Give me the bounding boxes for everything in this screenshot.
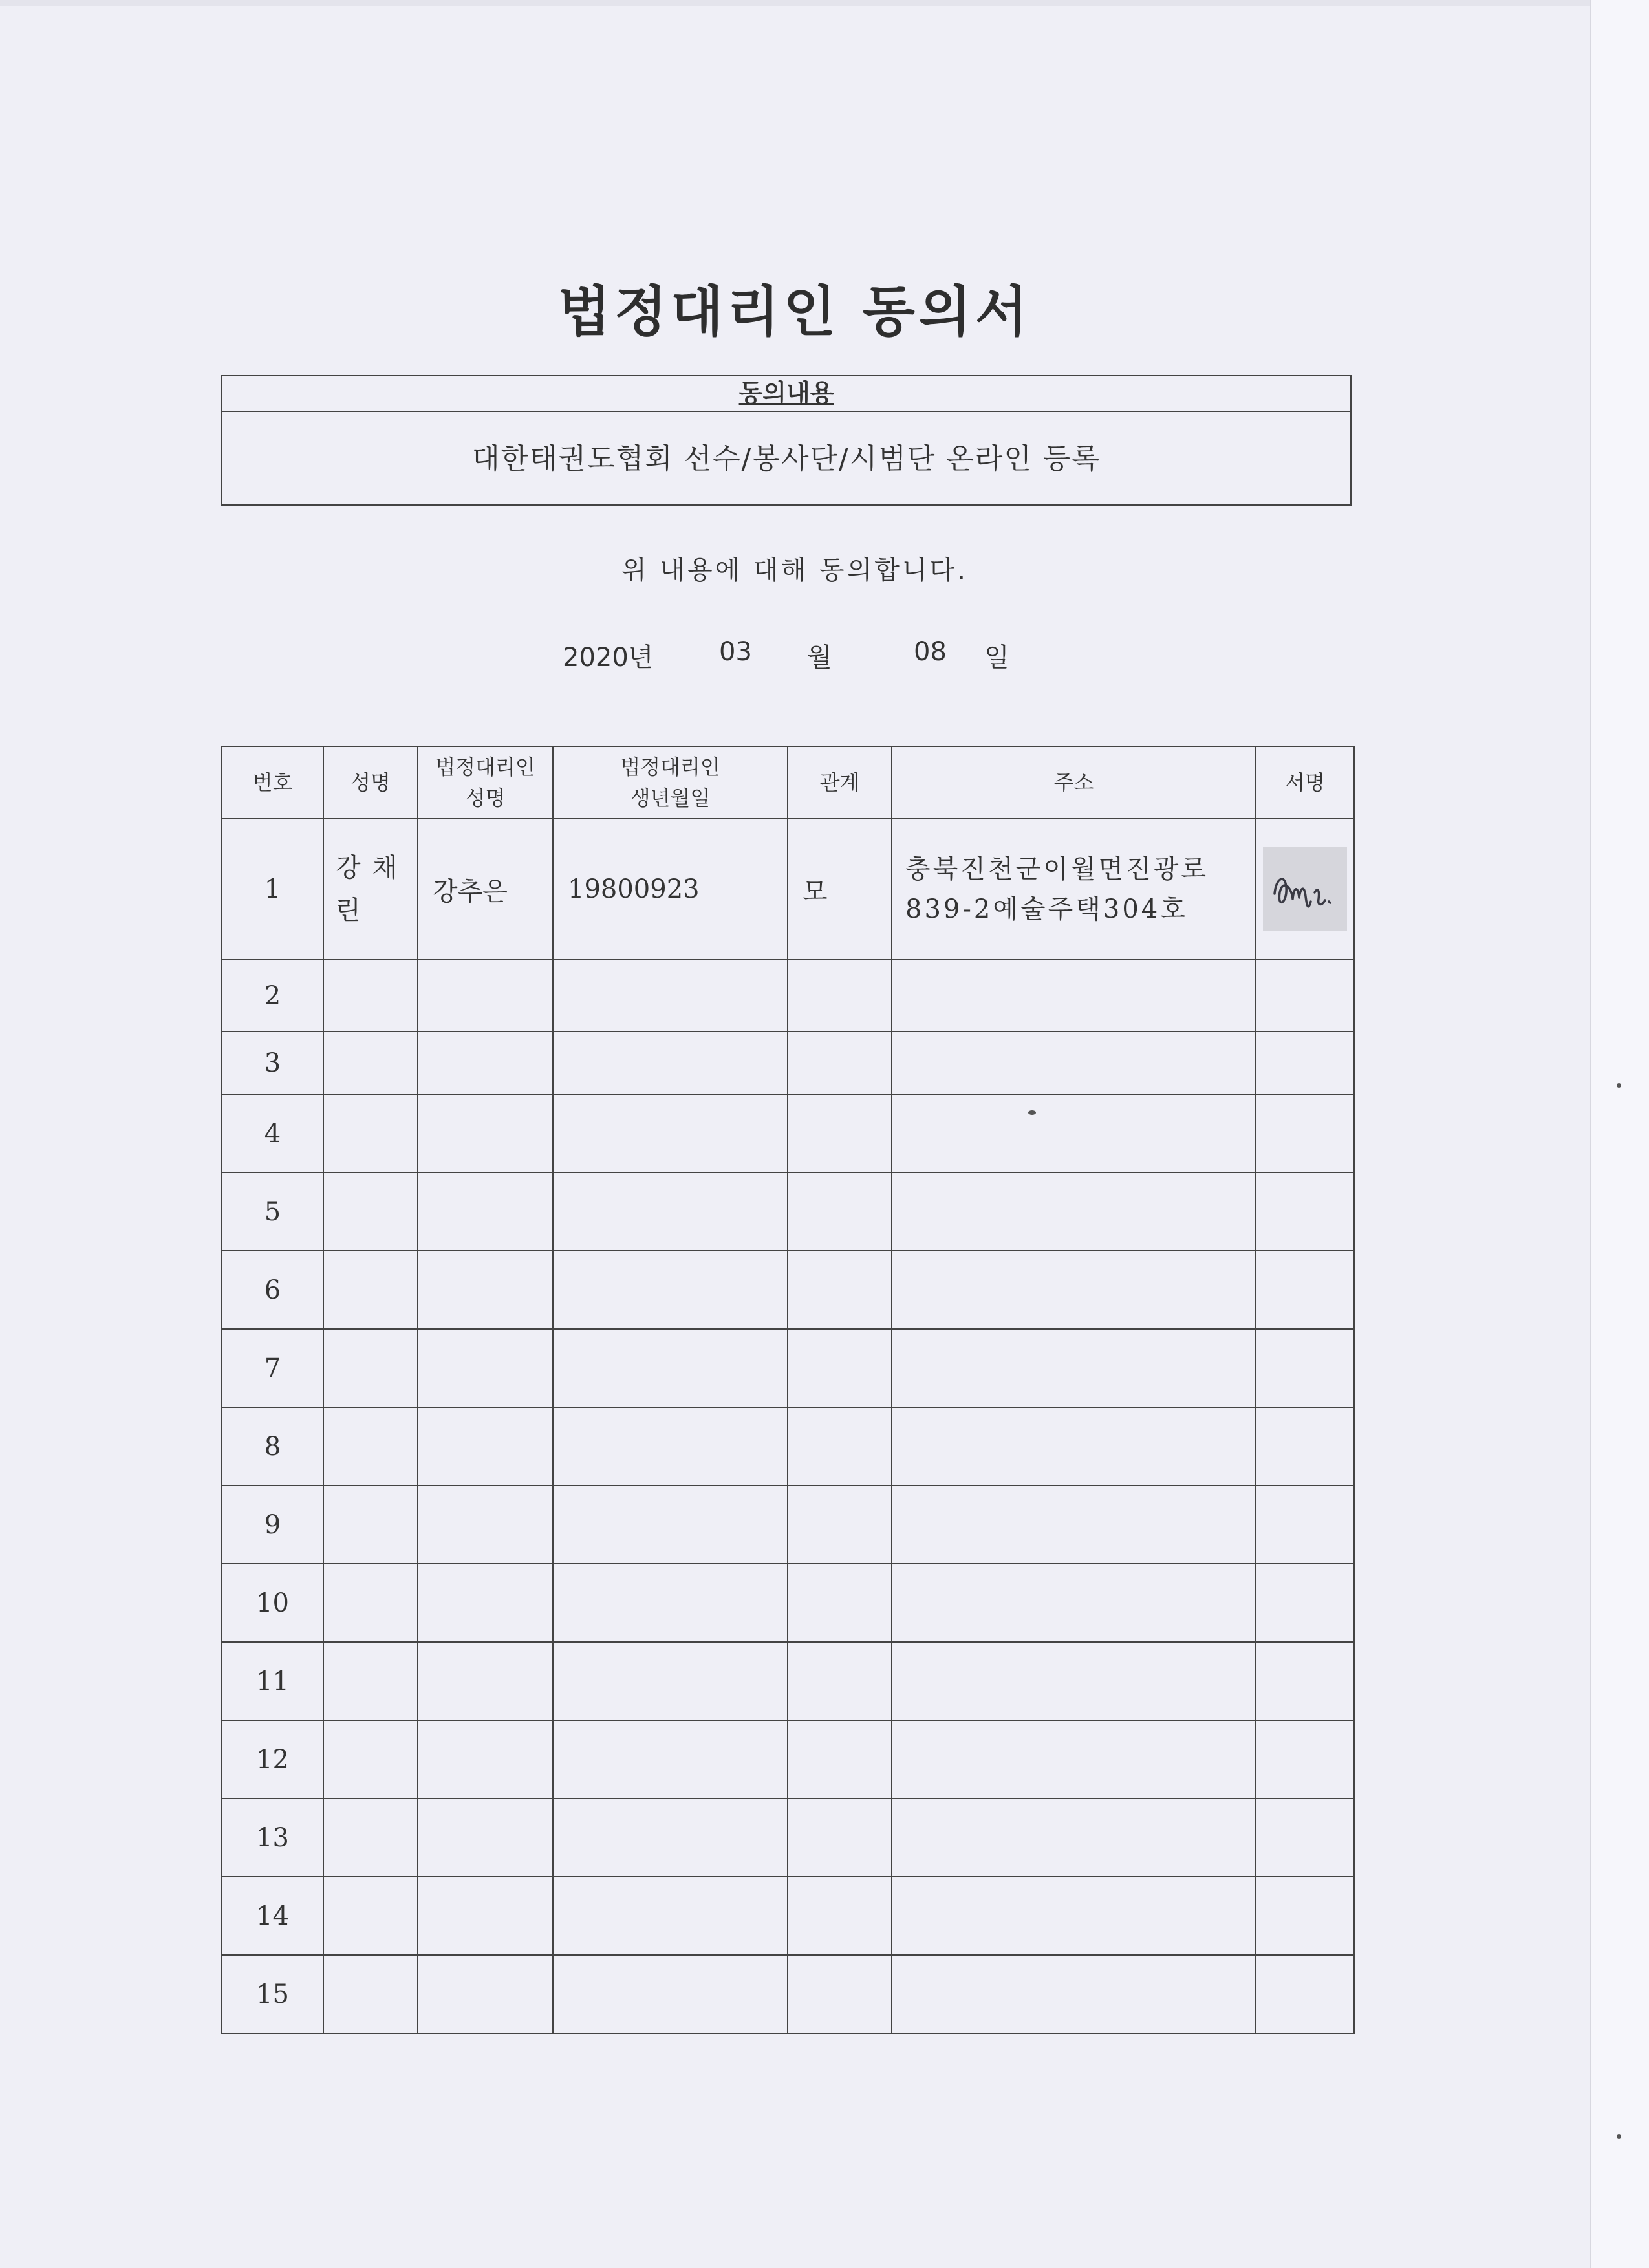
cell-no: 10 (222, 1564, 323, 1642)
table-row (222, 1564, 1354, 1642)
cell-name (323, 1720, 418, 1798)
cell-address (892, 1407, 1256, 1485)
header-name: 성명 (323, 746, 418, 819)
table-row (222, 1094, 1354, 1172)
cell-signature (1256, 1877, 1354, 1955)
table-row (222, 1642, 1354, 1720)
table-row (222, 1485, 1354, 1564)
cell-address (892, 1031, 1256, 1094)
cell-signature (1256, 960, 1354, 1031)
cell-name (323, 1094, 418, 1172)
cell-no: 5 (222, 1172, 323, 1251)
table-row (222, 1407, 1354, 1485)
cell-guardian-birth (553, 1031, 788, 1094)
cell-address (892, 1094, 1256, 1172)
cell-address (892, 1798, 1256, 1877)
cell-guardian-name (418, 1485, 553, 1564)
cell-name (323, 1564, 418, 1642)
cell-relation (788, 1642, 892, 1720)
date-day-unit: 일 (984, 643, 1009, 673)
cell-no: 8 (222, 1407, 323, 1485)
cell-name (323, 1329, 418, 1407)
cell-signature (1256, 1407, 1354, 1485)
cell-guardian-name (418, 1094, 553, 1172)
header-guardian-name-line1: 법정대리인 (435, 755, 535, 779)
cell-name (323, 1172, 418, 1251)
cell-relation (788, 1955, 892, 2033)
cell-no: 12 (222, 1720, 323, 1798)
cell-relation (788, 1407, 892, 1485)
cell-no: 1 (222, 819, 323, 960)
cell-no: 2 (222, 960, 323, 1031)
cell-guardian-name (418, 1407, 553, 1485)
cell-address (892, 1172, 1256, 1251)
cell-guardian-birth (553, 1720, 788, 1798)
cell-signature (1256, 1031, 1354, 1094)
cell-signature (1256, 1329, 1354, 1407)
cell-name (323, 1955, 418, 2033)
cell-relation (788, 1720, 892, 1798)
cell-guardian-name (418, 1329, 553, 1407)
table-row (222, 1720, 1354, 1798)
date-year: 2020년 (563, 643, 654, 673)
table-row (222, 1329, 1354, 1407)
table-header-row (222, 746, 1354, 819)
cell-guardian-birth: 19800923 (553, 819, 788, 960)
cell-guardian-birth (553, 1877, 788, 1955)
cell-relation (788, 960, 892, 1031)
cell-address (892, 1564, 1256, 1642)
cell-signature (1256, 1720, 1354, 1798)
cell-name (323, 1485, 418, 1564)
cell-guardian-name (418, 960, 553, 1031)
cell-relation (788, 1564, 892, 1642)
cell-no: 15 (222, 1955, 323, 2033)
scan-speck (1617, 2134, 1621, 2139)
table-row (222, 1031, 1354, 1094)
cell-no: 14 (222, 1877, 323, 1955)
header-guardian-birth (553, 746, 788, 819)
header-guardian-name-line2: 성명 (465, 786, 506, 810)
cell-address (892, 960, 1256, 1031)
cell-guardian-name (418, 1172, 553, 1251)
cell-guardian-name (418, 1720, 553, 1798)
cell-signature (1256, 1251, 1354, 1329)
cell-address: 충북진천군이월면진광로839-2예술주택304호 (892, 819, 1256, 960)
cell-address (892, 1251, 1256, 1329)
cell-guardian-name: 강추은 (418, 819, 553, 960)
cell-no: 9 (222, 1485, 323, 1564)
cell-address (892, 1485, 1256, 1564)
guardian-table (221, 746, 1355, 2034)
cell-relation (788, 1094, 892, 1172)
cell-guardian-name (418, 1251, 553, 1329)
cell-guardian-name (418, 1642, 553, 1720)
cell-name: 강채린 (323, 819, 418, 960)
cell-relation (788, 1877, 892, 1955)
cell-guardian-birth (553, 1407, 788, 1485)
signature-image (1263, 847, 1347, 931)
cell-no: 6 (222, 1251, 323, 1329)
cell-no: 3 (222, 1031, 323, 1094)
cell-guardian-birth (553, 1251, 788, 1329)
cell-signature (1256, 1172, 1354, 1251)
header-guardian-name (418, 746, 553, 819)
cell-relation (788, 1485, 892, 1564)
cell-signature (1256, 1485, 1354, 1564)
cell-name (323, 960, 418, 1031)
cell-guardian-birth (553, 1564, 788, 1642)
cell-guardian-birth (553, 1642, 788, 1720)
scan-speck (1617, 1083, 1621, 1088)
cell-relation (788, 1329, 892, 1407)
agreement-text: 위 내용에 대해 동의합니다. (621, 556, 968, 585)
cell-relation (788, 1172, 892, 1251)
cell-address (892, 1877, 1256, 1955)
cell-name (323, 1642, 418, 1720)
cell-name (323, 1031, 418, 1094)
consent-heading: 동의내용 (222, 376, 1350, 412)
cell-address (892, 1955, 1256, 2033)
cell-name (323, 1877, 418, 1955)
header-guardian-birth-line1: 법정대리인 (620, 755, 720, 779)
date-day: 08 (914, 637, 947, 667)
cell-no: 13 (222, 1798, 323, 1877)
cell-no: 7 (222, 1329, 323, 1407)
table-row (222, 1172, 1354, 1251)
cell-address (892, 1720, 1256, 1798)
cell-guardian-birth (553, 1329, 788, 1407)
table-row (222, 1877, 1354, 1955)
cell-signature (1256, 819, 1354, 960)
cell-guardian-birth (553, 1485, 788, 1564)
date-month: 03 (719, 637, 752, 667)
table-row (222, 1798, 1354, 1877)
cell-relation (788, 1798, 892, 1877)
cell-guardian-birth (553, 1172, 788, 1251)
document-title: 법정대리인 동의서 (557, 280, 1032, 343)
cell-signature (1256, 1564, 1354, 1642)
cell-relation (788, 1031, 892, 1094)
cell-name (323, 1407, 418, 1485)
cell-signature (1256, 1798, 1354, 1877)
cell-no: 4 (222, 1094, 323, 1172)
cell-address (892, 1642, 1256, 1720)
table-row (222, 1251, 1354, 1329)
cell-guardian-name (418, 1031, 553, 1094)
header-relation: 관계 (788, 746, 892, 819)
header-signature: 서명 (1256, 746, 1354, 819)
consent-content: 대한태권도협회 선수/봉사단/시범단 온라인 등록 (472, 442, 1101, 475)
cell-signature (1256, 1955, 1354, 2033)
consent-box (221, 375, 1352, 506)
date-line (563, 637, 1080, 676)
cell-signature (1256, 1642, 1354, 1720)
cell-relation: 모 (788, 819, 892, 960)
cell-guardian-name (418, 1955, 553, 2033)
cell-guardian-name (418, 1564, 553, 1642)
table-row (222, 819, 1354, 960)
cell-name (323, 1251, 418, 1329)
table-row (222, 960, 1354, 1031)
cell-guardian-birth (553, 960, 788, 1031)
cell-address (892, 1329, 1256, 1407)
cell-guardian-name (418, 1877, 553, 1955)
cell-guardian-birth (553, 1955, 788, 2033)
cell-no: 11 (222, 1642, 323, 1720)
cell-guardian-birth (553, 1798, 788, 1877)
cell-name (323, 1798, 418, 1877)
table-row (222, 1955, 1354, 2033)
signature-scribble-icon (1263, 847, 1347, 931)
header-no: 번호 (222, 746, 323, 819)
cell-guardian-birth (553, 1094, 788, 1172)
date-month-unit: 월 (807, 643, 832, 673)
cell-relation (788, 1251, 892, 1329)
scan-edge-strip (1590, 0, 1649, 2268)
header-address: 주소 (892, 746, 1256, 819)
header-guardian-birth-line2: 생년월일 (630, 786, 711, 810)
cell-signature (1256, 1094, 1354, 1172)
cell-guardian-name (418, 1798, 553, 1877)
